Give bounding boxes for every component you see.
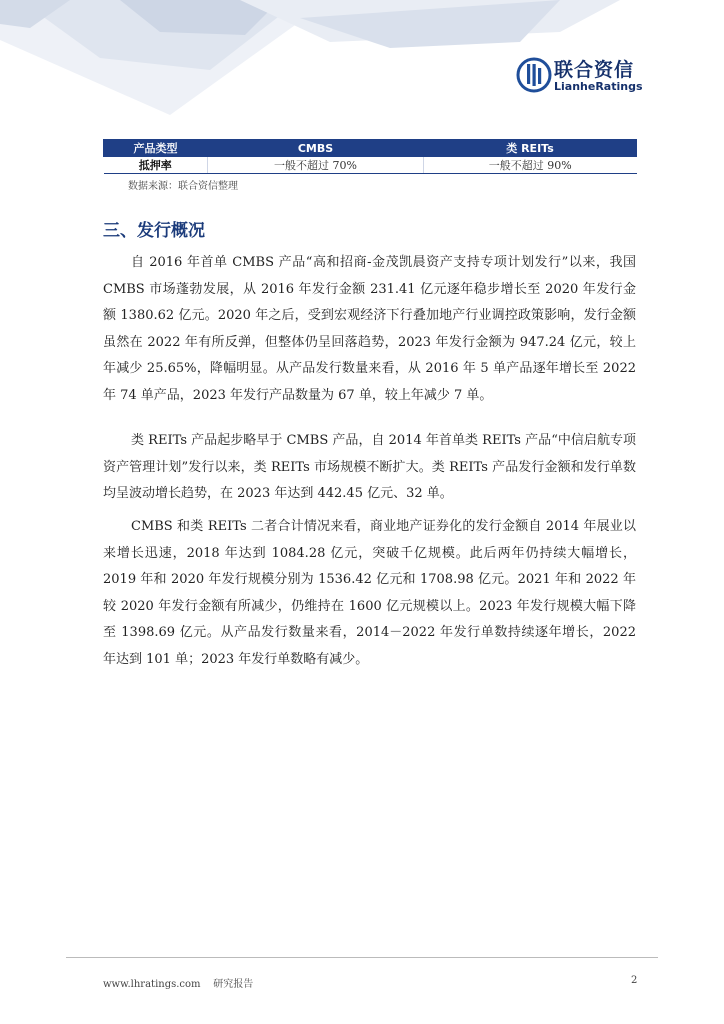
footer-site-label: www.lhratings.com 研究报告 [103, 979, 254, 990]
table-header-cell: 类 REITs [424, 140, 637, 157]
page-number: 2 [631, 975, 638, 986]
company-logo [516, 55, 646, 97]
body-paragraph: 类 REITs 产品起步略早于 CMBS 产品，自 2014 年首单类 REITs 产品“中信启航专项资产管理计划”发行以来，类 REITs 市场规模不断扩大。类 REITs 产品发行金额和发行单数均呈波动增长趋势，在 2023 年达到 442.45 亿元、32 单。 [103, 433, 636, 501]
logo-text-cn: 联合资信 [554, 59, 635, 81]
footer-divider [66, 957, 658, 958]
table-cell: 一般不超过 90% [424, 157, 637, 174]
table-header-cell: 产品类型 [104, 140, 208, 157]
section-heading: 三、发行概况 [103, 221, 205, 241]
table-header-cell: CMBS [208, 140, 424, 157]
table-cell: 一般不超过 70% [208, 157, 424, 174]
comparison-table [103, 139, 637, 174]
lianhe-logo-icon [516, 57, 552, 93]
logo-text-en: LianheRatings [554, 80, 643, 93]
table-source-note: 数据来源：联合资信整理 [128, 181, 238, 192]
table-row [104, 157, 637, 174]
body-paragraph: 自 2016 年首单 CMBS 产品“高和招商-金茂凯晨资产支持专项计划发行”以来，我国 CMBS 市场蓬勃发展，从 2016 年发行金额 231.41 亿元逐年稳步增长至 2020 年发行金额 1380.62 亿元。2020 年之后，受到宏观经济下行叠加地产行业调控政策影响，发行金额虽然在 2022 年有所反弹，但整体仍呈回落趋势，2023 年发行金额为 947.24 亿元，较上年减少 25.65%，降幅明显。从产品发行数量来看，从 2016 年 5 单产品逐年增长至 2022 年 74 单产品，2023 年发行产品数量为 67 单，较上年减少 7 单。 [103, 255, 636, 403]
table-cell: 抵押率 [104, 157, 208, 174]
table-header-row [104, 140, 637, 157]
body-paragraph: CMBS 和类 REITs 二者合计情况来看，商业地产证券化的发行金额自 2014 年展业以来增长迅速，2018 年达到 1084.28 亿元，突破千亿规模。此后两年仍持续大幅增长，2019 年和 2020 年发行规模分别为 1536.42 亿元和 1708.98 亿元。2021 年和 2022 年较 2020 年发行金额有所减少，仍维持在 1600 亿元规模以上。2023 年发行规模大幅下降至 1398.69 亿元。从产品发行数量来看，2014－2022 年发行单数持续逐年增长，2022 年达到 101 单；2023 年发行单数略有减少。 [103, 519, 636, 667]
